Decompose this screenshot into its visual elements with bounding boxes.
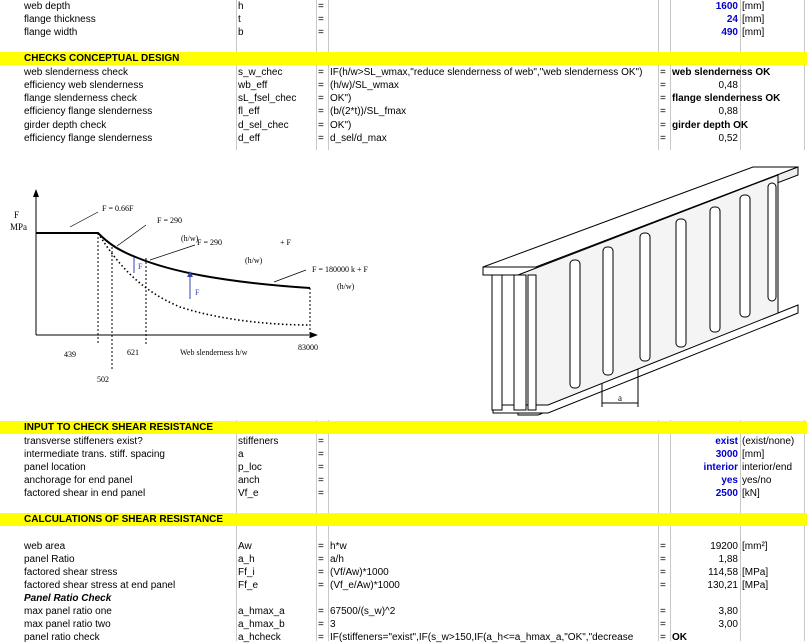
spreadsheet-row[interactable] xyxy=(0,461,807,474)
row-label: web depth xyxy=(24,1,71,12)
x-tick-label: 502 xyxy=(97,375,109,384)
spreadsheet-row[interactable] xyxy=(0,579,807,592)
spreadsheet-row[interactable] xyxy=(0,92,807,105)
row-symbol: t xyxy=(238,14,241,25)
row-label: flange width xyxy=(24,27,78,38)
leader-line xyxy=(70,212,98,227)
spreadsheet-row[interactable] xyxy=(0,435,807,448)
row-label: girder depth check xyxy=(24,120,107,131)
row-label: transverse stiffeners exist? xyxy=(24,436,143,447)
row-equals: = xyxy=(318,67,324,78)
row-equals: = xyxy=(318,462,324,473)
row-label: factored shear stress at end panel xyxy=(24,580,176,591)
row-label: flange thickness xyxy=(24,14,96,25)
row-symbol: Ff_i xyxy=(238,567,255,578)
spreadsheet-row[interactable] xyxy=(0,566,807,579)
row-symbol: p_loc xyxy=(238,462,262,473)
check-result: flange slenderness OK xyxy=(672,93,781,104)
stiffener xyxy=(603,247,613,375)
row-symbol: s_w_chec xyxy=(238,67,283,78)
row-formula: d_sel/d_max xyxy=(330,133,387,144)
equation-label: F = 290 xyxy=(197,238,222,247)
row-symbol: a_hmax_a xyxy=(238,606,285,617)
spreadsheet-row[interactable] xyxy=(0,487,807,500)
y-axis-unit: MPa xyxy=(10,222,28,232)
row-equals: = xyxy=(660,120,666,131)
spreadsheet-row[interactable] xyxy=(0,592,807,605)
row-value: 3,00 xyxy=(718,619,738,630)
x-axis-arrow-icon xyxy=(310,332,318,338)
y-axis-label: F xyxy=(14,210,20,220)
row-value: 3,80 xyxy=(718,606,738,617)
row-label: efficiency web slenderness xyxy=(24,80,144,91)
ft-label: F xyxy=(138,262,143,271)
row-unit: [MPa] xyxy=(742,567,769,578)
shear-stress-diagram xyxy=(0,155,480,420)
row-equals: = xyxy=(660,67,666,78)
spreadsheet-row[interactable] xyxy=(0,132,807,145)
row-unit: [mm] xyxy=(742,1,765,12)
ft-label: F xyxy=(195,288,200,297)
section-title: INPUT TO CHECK SHEAR RESISTANCE xyxy=(24,422,214,433)
row-formula: (h/w)/SL_wmax xyxy=(330,80,399,91)
row-symbol: stiffeners xyxy=(238,436,279,447)
row-label: efficiency flange slenderness xyxy=(24,106,153,117)
row-equals: = xyxy=(318,541,324,552)
row-equals: = xyxy=(318,580,324,591)
stiffener xyxy=(710,207,720,332)
row-equals: = xyxy=(318,475,324,486)
section-title: CHECKS CONCEPTUAL DESIGN xyxy=(24,53,180,64)
row-label: factored shear stress xyxy=(24,567,118,578)
row-equals: = xyxy=(660,619,666,630)
row-label: panel ratio check xyxy=(24,632,100,643)
row-equals: = xyxy=(660,567,666,578)
row-value: 130,21 xyxy=(707,580,738,591)
stiffener xyxy=(676,219,686,347)
spreadsheet-row[interactable] xyxy=(0,13,807,26)
row-symbol: a_h xyxy=(238,554,255,565)
spreadsheet-row[interactable] xyxy=(0,474,807,487)
row-equals: = xyxy=(660,606,666,617)
row-symbol: a_hcheck xyxy=(238,632,281,643)
row-symbol: a_hmax_b xyxy=(238,619,285,630)
row-symbol: wb_eff xyxy=(238,80,268,91)
section-header-conceptual[interactable] xyxy=(0,52,807,65)
equation-label: F = 290 xyxy=(157,216,182,225)
check-result: girder depth OK xyxy=(672,120,749,131)
row-equals: = xyxy=(318,606,324,617)
row-symbol: a xyxy=(238,449,244,460)
section-header-calc[interactable] xyxy=(0,513,807,526)
row-equals: = xyxy=(318,554,324,565)
row-label: panel Ratio xyxy=(24,554,75,565)
row-unit: [mm] xyxy=(742,449,765,460)
equation-label: (h/w) xyxy=(337,282,355,291)
row-label: web slenderness check xyxy=(24,67,128,78)
section-header-input[interactable] xyxy=(0,421,807,434)
row-symbol: Vf_e xyxy=(238,488,259,499)
equation-label: (h/w) xyxy=(245,256,263,265)
check-result: OK xyxy=(672,632,687,643)
row-label: web area xyxy=(24,541,66,552)
row-formula: OK") xyxy=(330,93,352,104)
equation-label: F = 180000 k + F xyxy=(312,265,368,274)
row-equals: = xyxy=(318,120,324,131)
input-value[interactable]: 24 xyxy=(726,14,738,25)
input-value[interactable]: 3000 xyxy=(715,449,738,460)
row-value: 0,88 xyxy=(718,106,738,117)
row-label: max panel ratio one xyxy=(24,606,112,617)
stiffener xyxy=(570,260,580,388)
input-value[interactable]: exist xyxy=(715,436,738,447)
row-symbol: fl_eff xyxy=(238,106,260,117)
equation-label: F = 0.66F xyxy=(102,204,134,213)
row-equals: = xyxy=(660,554,666,565)
leader-line xyxy=(150,245,195,260)
section-title: CALCULATIONS OF SHEAR RESISTANCE xyxy=(24,514,224,525)
input-value[interactable]: 2500 xyxy=(715,488,738,499)
row-formula: (Vf_e/Aw)*1000 xyxy=(330,580,400,591)
row-formula: 3 xyxy=(330,619,336,630)
row-equals: = xyxy=(318,449,324,460)
row-equals: = xyxy=(318,436,324,447)
end-stiffener xyxy=(492,275,502,410)
subsection-title: Panel Ratio Check xyxy=(24,593,112,604)
row-formula: (b/(2*t))/SL_fmax xyxy=(330,106,407,117)
stiffener xyxy=(768,183,776,301)
row-formula: IF(stiffeners="exist",IF(s_w>150,IF(a_h<=a_hmax_a,"OK","decrease xyxy=(330,632,634,643)
spreadsheet-row[interactable] xyxy=(0,26,807,39)
row-equals: = xyxy=(318,14,324,25)
row-equals: = xyxy=(660,93,666,104)
spreadsheet-row[interactable] xyxy=(0,618,807,631)
row-label: intermediate trans. stiff. spacing xyxy=(24,449,165,460)
spreadsheet-row[interactable] xyxy=(0,605,807,618)
row-equals: = xyxy=(318,93,324,104)
x-tick-label: 439 xyxy=(64,350,76,359)
equation-label: + F xyxy=(280,238,291,247)
end-stiffener xyxy=(514,275,526,410)
spreadsheet-row[interactable] xyxy=(0,631,807,644)
row-equals: = xyxy=(318,133,324,144)
spreadsheet-row[interactable] xyxy=(0,66,807,79)
row-equals: = xyxy=(660,580,666,591)
row-equals: = xyxy=(660,133,666,144)
row-formula: h*w xyxy=(330,541,347,552)
row-formula: a/h xyxy=(330,554,344,565)
spreadsheet-row[interactable] xyxy=(0,79,807,92)
row-symbol: sL_fsel_chec xyxy=(238,93,297,104)
row-unit: interior/end xyxy=(742,462,793,473)
row-symbol: d_sel_chec xyxy=(238,120,289,131)
row-value: 0,52 xyxy=(718,133,738,144)
spreadsheet-row[interactable] xyxy=(0,105,807,118)
row-formula: 67500/(s_w)^2 xyxy=(330,606,396,617)
row-equals: = xyxy=(318,106,324,117)
x-tick-label: 83000 xyxy=(298,343,318,352)
dimension-label: a xyxy=(618,393,622,403)
row-equals: = xyxy=(318,27,324,38)
row-unit: [mm] xyxy=(742,27,765,38)
row-equals: = xyxy=(318,567,324,578)
row-formula: IF(h/w>SL_wmax,"reduce slenderness of web","web slenderness OK") xyxy=(330,67,643,78)
row-symbol: b xyxy=(238,27,244,38)
spreadsheet-row[interactable] xyxy=(0,448,807,461)
row-equals: = xyxy=(318,80,324,91)
row-unit: (exist/none) xyxy=(742,436,795,447)
row-value: 0,48 xyxy=(718,80,738,91)
row-equals: = xyxy=(318,1,324,12)
row-formula: (Vf/Aw)*1000 xyxy=(330,567,389,578)
x-tick-label: 621 xyxy=(127,348,139,357)
spreadsheet-row[interactable] xyxy=(0,119,807,132)
row-equals: = xyxy=(660,106,666,117)
input-value[interactable]: yes xyxy=(721,475,738,486)
row-unit: [MPa] xyxy=(742,580,769,591)
row-equals: = xyxy=(318,488,324,499)
row-symbol: Ff_e xyxy=(238,580,259,591)
row-value: 1,88 xyxy=(718,554,738,565)
equation-label: (h/w) xyxy=(181,234,199,243)
row-equals: = xyxy=(318,632,324,643)
row-equals: = xyxy=(660,632,666,643)
row-value: 114,58 xyxy=(708,567,738,578)
plate-girder-drawing xyxy=(478,155,807,420)
row-label: efficiency flange slenderness xyxy=(24,133,153,144)
input-value[interactable]: 1600 xyxy=(715,1,738,12)
row-equals: = xyxy=(318,619,324,630)
row-equals: = xyxy=(660,541,666,552)
row-equals: = xyxy=(660,80,666,91)
row-symbol: d_eff xyxy=(238,133,261,144)
stiffener xyxy=(740,195,750,317)
row-unit: [kN] xyxy=(742,488,760,499)
row-symbol: h xyxy=(238,1,244,12)
leader-line xyxy=(117,225,146,246)
stiffener xyxy=(640,233,650,361)
end-stiffener xyxy=(528,275,536,410)
row-symbol: anch xyxy=(238,475,260,486)
input-value[interactable]: 490 xyxy=(721,27,738,38)
row-label: flange slenderness check xyxy=(24,93,137,104)
solid-curve xyxy=(36,233,310,288)
row-formula: OK") xyxy=(330,120,352,131)
row-unit: [mm] xyxy=(742,14,765,25)
spreadsheet-row[interactable] xyxy=(0,553,807,566)
y-axis-arrow-icon xyxy=(33,189,39,197)
row-label: panel location xyxy=(24,462,86,473)
spreadsheet-row[interactable] xyxy=(0,540,807,553)
row-label: max panel ratio two xyxy=(24,619,111,630)
check-result: web slenderness OK xyxy=(672,67,771,78)
spreadsheet-row[interactable] xyxy=(0,0,807,13)
x-axis-label: Web slenderness h/w xyxy=(180,348,248,357)
row-unit: [mm²] xyxy=(742,541,768,552)
row-value: 19200 xyxy=(710,541,738,552)
leader-line xyxy=(274,270,306,282)
row-unit: yes/no xyxy=(742,475,772,486)
input-value[interactable]: interior xyxy=(703,462,738,473)
row-label: anchorage for end panel xyxy=(24,475,133,486)
row-label: factored shear in end panel xyxy=(24,488,146,499)
row-symbol: Aw xyxy=(238,541,252,552)
